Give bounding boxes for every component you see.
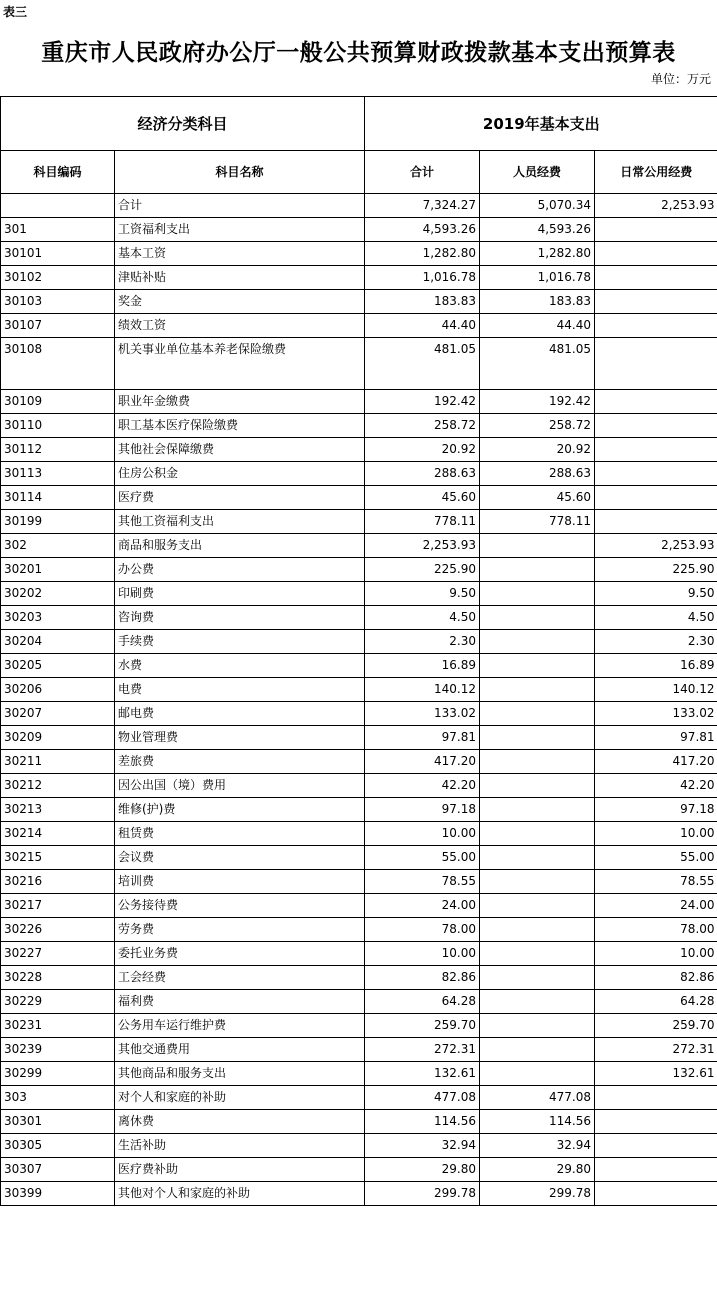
cell-total: 1,016.78 — [365, 266, 480, 290]
cell-name: 委托业务费 — [115, 942, 365, 966]
cell-total: 481.05 — [365, 338, 480, 390]
cell-total: 140.12 — [365, 678, 480, 702]
cell-code: 30217 — [1, 894, 115, 918]
cell-name: 医疗费补助 — [115, 1158, 365, 1182]
cell-code: 30231 — [1, 1014, 115, 1038]
cell-code: 30216 — [1, 870, 115, 894]
table-row — [1, 678, 717, 702]
cell-public: 42.20 — [595, 774, 717, 798]
cell-personnel: 299.78 — [480, 1182, 595, 1206]
cell-personnel — [480, 774, 595, 798]
cell-personnel — [480, 630, 595, 654]
table-row — [1, 558, 717, 582]
cell-personnel: 1,282.80 — [480, 242, 595, 266]
header-column-row — [1, 151, 717, 194]
cell-code: 30107 — [1, 314, 115, 338]
table-row — [1, 894, 717, 918]
cell-total: 778.11 — [365, 510, 480, 534]
cell-public: 97.81 — [595, 726, 717, 750]
cell-code: 30108 — [1, 338, 115, 390]
cell-name: 对个人和家庭的补助 — [115, 1086, 365, 1110]
cell-name: 公务接待费 — [115, 894, 365, 918]
cell-personnel — [480, 990, 595, 1014]
cell-public — [595, 1158, 717, 1182]
cell-name: 培训费 — [115, 870, 365, 894]
cell-personnel — [480, 942, 595, 966]
cell-total: 9.50 — [365, 582, 480, 606]
cell-personnel — [480, 894, 595, 918]
cell-total: 20.92 — [365, 438, 480, 462]
cell-public: 417.20 — [595, 750, 717, 774]
cell-name: 租赁费 — [115, 822, 365, 846]
cell-name: 医疗费 — [115, 486, 365, 510]
cell-personnel — [480, 1062, 595, 1086]
table-row — [1, 1038, 717, 1062]
header-col-code: 科目编码 — [1, 151, 115, 194]
table-row — [1, 438, 717, 462]
cell-public — [595, 510, 717, 534]
cell-public: 272.31 — [595, 1038, 717, 1062]
cell-personnel: 778.11 — [480, 510, 595, 534]
cell-public: 16.89 — [595, 654, 717, 678]
cell-total: 4.50 — [365, 606, 480, 630]
cell-personnel: 44.40 — [480, 314, 595, 338]
cell-total: 132.61 — [365, 1062, 480, 1086]
cell-name: 维修(护)费 — [115, 798, 365, 822]
cell-name: 咨询费 — [115, 606, 365, 630]
table-row — [1, 390, 717, 414]
cell-public — [595, 314, 717, 338]
cell-code: 30209 — [1, 726, 115, 750]
cell-code: 30110 — [1, 414, 115, 438]
cell-name: 差旅费 — [115, 750, 365, 774]
cell-total: 417.20 — [365, 750, 480, 774]
cell-personnel — [480, 726, 595, 750]
cell-code — [1, 194, 115, 218]
cell-public — [595, 414, 717, 438]
cell-public: 78.00 — [595, 918, 717, 942]
cell-code: 302 — [1, 534, 115, 558]
cell-public — [595, 438, 717, 462]
cell-total: 64.28 — [365, 990, 480, 1014]
page-title: 重庆市人民政府办公厅一般公共预算财政拨款基本支出预算表 — [41, 40, 676, 66]
cell-code: 30101 — [1, 242, 115, 266]
cell-total: 42.20 — [365, 774, 480, 798]
cell-personnel: 20.92 — [480, 438, 595, 462]
cell-personnel — [480, 750, 595, 774]
table-row — [1, 918, 717, 942]
cell-name: 工资福利支出 — [115, 218, 365, 242]
cell-code: 30114 — [1, 486, 115, 510]
table-row — [1, 870, 717, 894]
cell-name: 办公费 — [115, 558, 365, 582]
table-row — [1, 798, 717, 822]
cell-public: 9.50 — [595, 582, 717, 606]
cell-public: 132.61 — [595, 1062, 717, 1086]
cell-public — [595, 486, 717, 510]
cell-personnel — [480, 798, 595, 822]
cell-personnel — [480, 654, 595, 678]
cell-total: 192.42 — [365, 390, 480, 414]
table-row — [1, 1110, 717, 1134]
cell-total: 97.18 — [365, 798, 480, 822]
cell-code: 30199 — [1, 510, 115, 534]
cell-code: 30206 — [1, 678, 115, 702]
cell-code: 30213 — [1, 798, 115, 822]
table-row — [1, 194, 717, 218]
table-row — [1, 1158, 717, 1182]
cell-public — [595, 218, 717, 242]
unit-label: 单位：万元 — [650, 72, 711, 86]
cell-name: 物业管理费 — [115, 726, 365, 750]
cell-name: 因公出国（境）费用 — [115, 774, 365, 798]
cell-name: 其他交通费用 — [115, 1038, 365, 1062]
table-row — [1, 1086, 717, 1110]
cell-public — [595, 1182, 717, 1206]
header-col-total: 合计 — [365, 151, 480, 194]
cell-personnel — [480, 870, 595, 894]
cell-code: 30103 — [1, 290, 115, 314]
cell-public: 259.70 — [595, 1014, 717, 1038]
cell-code: 30212 — [1, 774, 115, 798]
cell-name: 手续费 — [115, 630, 365, 654]
cell-public: 55.00 — [595, 846, 717, 870]
cell-code: 30112 — [1, 438, 115, 462]
table-row — [1, 290, 717, 314]
cell-public: 2,253.93 — [595, 534, 717, 558]
cell-total: 10.00 — [365, 822, 480, 846]
cell-name: 合计 — [115, 194, 365, 218]
cell-code: 30228 — [1, 966, 115, 990]
cell-code: 30226 — [1, 918, 115, 942]
cell-code: 30227 — [1, 942, 115, 966]
cell-total: 299.78 — [365, 1182, 480, 1206]
cell-personnel — [480, 966, 595, 990]
table-row — [1, 266, 717, 290]
cell-name: 机关事业单位基本养老保险缴费 — [115, 338, 365, 390]
cell-code: 30201 — [1, 558, 115, 582]
cell-personnel: 32.94 — [480, 1134, 595, 1158]
table-row — [1, 822, 717, 846]
cell-code: 30307 — [1, 1158, 115, 1182]
cell-total: 477.08 — [365, 1086, 480, 1110]
cell-total: 258.72 — [365, 414, 480, 438]
table-row — [1, 990, 717, 1014]
cell-public: 10.00 — [595, 822, 717, 846]
cell-name: 职业年金缴费 — [115, 390, 365, 414]
cell-name: 其他对个人和家庭的补助 — [115, 1182, 365, 1206]
cell-total: 288.63 — [365, 462, 480, 486]
cell-total: 29.80 — [365, 1158, 480, 1182]
cell-name: 福利费 — [115, 990, 365, 1014]
cell-name: 生活补助 — [115, 1134, 365, 1158]
cell-code: 30203 — [1, 606, 115, 630]
cell-total: 24.00 — [365, 894, 480, 918]
table-row — [1, 942, 717, 966]
cell-name: 公务用车运行维护费 — [115, 1014, 365, 1038]
cell-name: 商品和服务支出 — [115, 534, 365, 558]
table-row — [1, 966, 717, 990]
cell-total: 183.83 — [365, 290, 480, 314]
cell-name: 奖金 — [115, 290, 365, 314]
cell-personnel: 481.05 — [480, 338, 595, 390]
cell-name: 津贴补贴 — [115, 266, 365, 290]
cell-code: 30229 — [1, 990, 115, 1014]
cell-name: 水费 — [115, 654, 365, 678]
table-row — [1, 314, 717, 338]
cell-name: 劳务费 — [115, 918, 365, 942]
cell-name: 绩效工资 — [115, 314, 365, 338]
cell-total: 32.94 — [365, 1134, 480, 1158]
table-row — [1, 1062, 717, 1086]
cell-name: 基本工资 — [115, 242, 365, 266]
cell-personnel: 192.42 — [480, 390, 595, 414]
cell-name: 其他商品和服务支出 — [115, 1062, 365, 1086]
table-row — [1, 462, 717, 486]
cell-public: 82.86 — [595, 966, 717, 990]
cell-personnel — [480, 918, 595, 942]
header-col-personnel: 人员经费 — [480, 151, 595, 194]
cell-code: 30214 — [1, 822, 115, 846]
cell-name: 邮电费 — [115, 702, 365, 726]
cell-code: 30299 — [1, 1062, 115, 1086]
cell-public: 140.12 — [595, 678, 717, 702]
cell-personnel — [480, 702, 595, 726]
cell-personnel: 1,016.78 — [480, 266, 595, 290]
cell-code: 30202 — [1, 582, 115, 606]
cell-name: 住房公积金 — [115, 462, 365, 486]
cell-personnel — [480, 606, 595, 630]
table-row — [1, 582, 717, 606]
table-row — [1, 218, 717, 242]
cell-total: 97.81 — [365, 726, 480, 750]
cell-personnel — [480, 822, 595, 846]
cell-public — [595, 462, 717, 486]
cell-personnel: 258.72 — [480, 414, 595, 438]
header-group-row — [1, 97, 717, 151]
cell-code: 30301 — [1, 1110, 115, 1134]
cell-code: 30102 — [1, 266, 115, 290]
cell-code: 30113 — [1, 462, 115, 486]
cell-code: 303 — [1, 1086, 115, 1110]
cell-personnel: 477.08 — [480, 1086, 595, 1110]
cell-name: 离休费 — [115, 1110, 365, 1134]
cell-personnel — [480, 582, 595, 606]
table-row — [1, 1014, 717, 1038]
cell-code: 30109 — [1, 390, 115, 414]
cell-public — [595, 1086, 717, 1110]
cell-personnel — [480, 558, 595, 582]
cell-name: 其他社会保障缴费 — [115, 438, 365, 462]
cell-total: 16.89 — [365, 654, 480, 678]
cell-code: 30207 — [1, 702, 115, 726]
table-row — [1, 534, 717, 558]
cell-total: 7,324.27 — [365, 194, 480, 218]
cell-code: 30204 — [1, 630, 115, 654]
table-row — [1, 414, 717, 438]
cell-personnel: 5,070.34 — [480, 194, 595, 218]
cell-code: 30211 — [1, 750, 115, 774]
table-label: 表三 — [3, 5, 28, 19]
cell-public — [595, 242, 717, 266]
cell-code: 30239 — [1, 1038, 115, 1062]
cell-public: 133.02 — [595, 702, 717, 726]
header-group-economic-class: 经济分类科目 — [1, 97, 365, 151]
cell-code: 30399 — [1, 1182, 115, 1206]
cell-personnel — [480, 846, 595, 870]
cell-total: 78.55 — [365, 870, 480, 894]
cell-personnel: 288.63 — [480, 462, 595, 486]
cell-public: 97.18 — [595, 798, 717, 822]
cell-code: 30215 — [1, 846, 115, 870]
cell-public: 78.55 — [595, 870, 717, 894]
table-row — [1, 486, 717, 510]
cell-public: 10.00 — [595, 942, 717, 966]
cell-total: 45.60 — [365, 486, 480, 510]
cell-name: 会议费 — [115, 846, 365, 870]
cell-public — [595, 390, 717, 414]
cell-name: 工会经费 — [115, 966, 365, 990]
cell-total: 44.40 — [365, 314, 480, 338]
cell-public — [595, 266, 717, 290]
budget-table — [0, 96, 717, 1206]
cell-personnel: 114.56 — [480, 1110, 595, 1134]
cell-total: 78.00 — [365, 918, 480, 942]
cell-total: 133.02 — [365, 702, 480, 726]
cell-total: 225.90 — [365, 558, 480, 582]
cell-personnel: 4,593.26 — [480, 218, 595, 242]
cell-public: 2,253.93 — [595, 194, 717, 218]
cell-public: 24.00 — [595, 894, 717, 918]
cell-personnel: 29.80 — [480, 1158, 595, 1182]
table-row — [1, 510, 717, 534]
cell-public — [595, 1134, 717, 1158]
table-row — [1, 630, 717, 654]
cell-total: 1,282.80 — [365, 242, 480, 266]
cell-name: 印刷费 — [115, 582, 365, 606]
cell-total: 272.31 — [365, 1038, 480, 1062]
cell-total: 114.56 — [365, 1110, 480, 1134]
cell-public — [595, 290, 717, 314]
cell-total: 55.00 — [365, 846, 480, 870]
cell-personnel — [480, 534, 595, 558]
cell-total: 2,253.93 — [365, 534, 480, 558]
cell-public: 2.30 — [595, 630, 717, 654]
cell-code: 301 — [1, 218, 115, 242]
cell-total: 259.70 — [365, 1014, 480, 1038]
table-row — [1, 846, 717, 870]
cell-total: 2.30 — [365, 630, 480, 654]
header-col-name: 科目名称 — [115, 151, 365, 194]
cell-code: 30205 — [1, 654, 115, 678]
cell-name: 电费 — [115, 678, 365, 702]
table-row — [1, 1134, 717, 1158]
cell-code: 30305 — [1, 1134, 115, 1158]
cell-name: 职工基本医疗保险缴费 — [115, 414, 365, 438]
table-row — [1, 774, 717, 798]
cell-personnel: 45.60 — [480, 486, 595, 510]
cell-personnel: 183.83 — [480, 290, 595, 314]
cell-public: 64.28 — [595, 990, 717, 1014]
cell-total: 4,593.26 — [365, 218, 480, 242]
cell-public: 225.90 — [595, 558, 717, 582]
cell-total: 10.00 — [365, 942, 480, 966]
cell-personnel — [480, 1014, 595, 1038]
cell-public — [595, 1110, 717, 1134]
table-row — [1, 726, 717, 750]
header-col-public: 日常公用经费 — [595, 151, 717, 194]
cell-public: 4.50 — [595, 606, 717, 630]
table-row — [1, 606, 717, 630]
cell-public — [595, 338, 717, 390]
table-row — [1, 338, 717, 390]
cell-personnel — [480, 1038, 595, 1062]
cell-personnel — [480, 678, 595, 702]
table-row — [1, 654, 717, 678]
cell-name: 其他工资福利支出 — [115, 510, 365, 534]
cell-total: 82.86 — [365, 966, 480, 990]
table-row — [1, 242, 717, 266]
header-group-2019-basic: 2019年基本支出 — [365, 97, 717, 151]
table-row — [1, 702, 717, 726]
table-row — [1, 750, 717, 774]
table-row — [1, 1182, 717, 1206]
